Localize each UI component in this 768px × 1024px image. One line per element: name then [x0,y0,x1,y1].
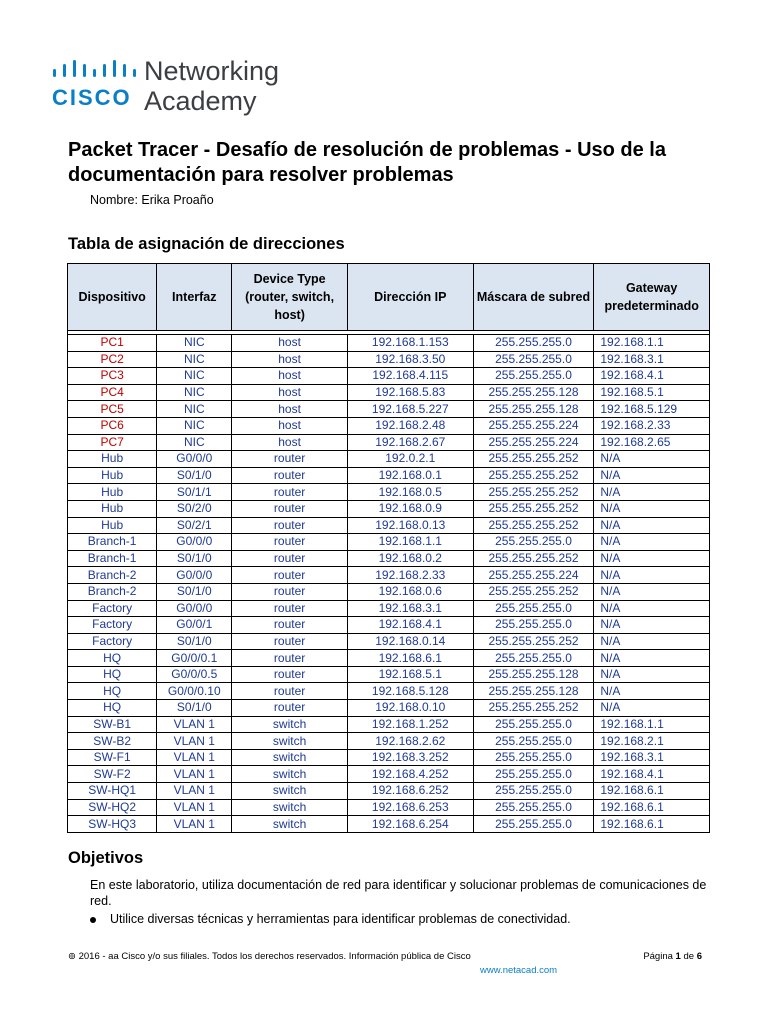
cell-ip-address: 192.168.2.67 [347,434,473,451]
cell-device: SW-F2 [68,766,157,783]
cell-device: PC1 [68,335,157,352]
cell-device-type: host [232,351,348,368]
cell-device-type: router [232,600,348,617]
cell-subnet-mask: 255.255.255.0 [473,766,594,783]
cell-default-gateway: 192.168.2.1 [594,733,710,750]
cell-device: SW-B1 [68,716,157,733]
cell-ip-address: 192.168.5.128 [347,683,473,700]
cell-device-type: router [232,517,348,534]
page-mid: de [680,951,697,962]
cell-default-gateway: N/A [594,583,710,600]
cell-device: HQ [68,700,157,717]
cell-device: PC5 [68,401,157,418]
cell-interface: VLAN 1 [157,816,232,833]
header-device: Dispositivo [68,264,157,331]
cell-interface: VLAN 1 [157,716,232,733]
cell-default-gateway: 192.168.5.1 [594,384,710,401]
cell-subnet-mask: 255.255.255.0 [473,600,594,617]
cell-interface: S0/1/0 [157,700,232,717]
cell-device: PC7 [68,434,157,451]
cell-subnet-mask: 255.255.255.252 [473,484,594,501]
cell-device: PC2 [68,351,157,368]
addressing-table [67,263,710,833]
cell-device-type: router [232,583,348,600]
cell-device-type: switch [232,749,348,766]
cell-default-gateway: N/A [594,683,710,700]
table-row [68,716,710,733]
cell-device: HQ [68,650,157,667]
cell-device-type: router [232,500,348,517]
cell-default-gateway: 192.168.6.1 [594,783,710,800]
cell-default-gateway: N/A [594,484,710,501]
cell-default-gateway: 192.168.5.129 [594,401,710,418]
cell-ip-address: 192.168.0.13 [347,517,473,534]
table-row [68,484,710,501]
table-row [68,666,710,683]
addressing-table-heading: Tabla de asignación de direcciones [68,235,345,253]
cell-interface: VLAN 1 [157,799,232,816]
cell-ip-address: 192.168.4.1 [347,617,473,634]
header-interface: Interfaz [157,264,232,331]
cell-ip-address: 192.168.0.2 [347,550,473,567]
table-row [68,567,710,584]
table-row [68,650,710,667]
cell-device-type: router [232,550,348,567]
table-row [68,384,710,401]
cell-device: Hub [68,484,157,501]
table-row [68,335,710,352]
cell-device-type: router [232,534,348,551]
header-subnet-mask: Máscara de subred [473,264,594,331]
table-row [68,534,710,551]
table-header-row [68,264,710,331]
cell-interface: NIC [157,401,232,418]
cell-interface: NIC [157,335,232,352]
cell-ip-address: 192.168.3.1 [347,600,473,617]
cell-default-gateway: N/A [594,534,710,551]
cell-ip-address: 192.168.0.10 [347,700,473,717]
cell-default-gateway: 192.168.6.1 [594,799,710,816]
cell-default-gateway: N/A [594,567,710,584]
cell-subnet-mask: 255.255.255.0 [473,733,594,750]
cell-subnet-mask: 255.255.255.0 [473,650,594,667]
student-name: Nombre: Erika Proaño [90,193,214,207]
table-row [68,401,710,418]
cell-device-type: router [232,666,348,683]
cell-ip-address: 192.168.1.1 [347,534,473,551]
cell-subnet-mask: 255.255.255.224 [473,434,594,451]
cell-ip-address: 192.168.6.1 [347,650,473,667]
table-row [68,633,710,650]
cell-default-gateway: N/A [594,666,710,683]
cell-device-type: switch [232,799,348,816]
cell-interface: G0/0/1 [157,617,232,634]
cell-subnet-mask: 255.255.255.252 [473,467,594,484]
cell-default-gateway: 192.168.1.1 [594,335,710,352]
cell-subnet-mask: 255.255.255.0 [473,617,594,634]
cell-device: SW-B2 [68,733,157,750]
cell-device: Factory [68,600,157,617]
cell-subnet-mask: 255.255.255.252 [473,500,594,517]
cell-interface: VLAN 1 [157,766,232,783]
cell-interface: S0/1/1 [157,484,232,501]
table-row [68,700,710,717]
objectives-heading: Objetivos [68,849,144,867]
cisco-networking-academy-logo [52,58,312,118]
cell-ip-address: 192.168.4.252 [347,766,473,783]
cell-device: Branch-1 [68,534,157,551]
cell-subnet-mask: 255.255.255.252 [473,517,594,534]
cell-device-type: router [232,683,348,700]
cell-interface: VLAN 1 [157,733,232,750]
cell-device: Branch-2 [68,583,157,600]
cell-device: Factory [68,633,157,650]
cell-subnet-mask: 255.255.255.0 [473,335,594,352]
table-row [68,451,710,468]
cell-default-gateway: N/A [594,633,710,650]
cell-subnet-mask: 255.255.255.0 [473,799,594,816]
table-row [68,517,710,534]
cell-default-gateway: N/A [594,700,710,717]
cell-device: Hub [68,500,157,517]
cell-ip-address: 192.168.6.253 [347,799,473,816]
cell-device-type: router [232,617,348,634]
cell-interface: NIC [157,368,232,385]
cell-default-gateway: N/A [594,600,710,617]
table-row [68,583,710,600]
logo-line2: Academy [144,86,257,116]
cell-device-type: router [232,467,348,484]
table-row [68,799,710,816]
bullet-text: Utilice diversas técnicas y herramientas para identificar problemas de conectividad. [110,912,571,926]
cell-interface: S0/2/0 [157,500,232,517]
cell-ip-address: 192.168.1.252 [347,716,473,733]
cell-subnet-mask: 255.255.255.252 [473,451,594,468]
cell-device-type: router [232,567,348,584]
cell-interface: G0/0/0.10 [157,683,232,700]
cell-device-type: host [232,434,348,451]
table-row [68,617,710,634]
objectives-bullet-item [90,912,571,926]
cell-ip-address: 192.0.2.1 [347,451,473,468]
bullet-icon [90,917,96,923]
cell-interface: S0/1/0 [157,583,232,600]
cell-device-type: switch [232,716,348,733]
cell-subnet-mask: 255.255.255.128 [473,384,594,401]
cell-ip-address: 192.168.6.252 [347,783,473,800]
header-default-gateway: Gateway predeterminado [594,264,710,331]
page-total: 6 [696,951,702,962]
cell-interface: VLAN 1 [157,783,232,800]
cell-ip-address: 192.168.3.50 [347,351,473,368]
cisco-bars-icon [52,60,142,82]
cell-device-type: host [232,368,348,385]
cell-device-type: router [232,633,348,650]
cell-device: SW-HQ2 [68,799,157,816]
cell-default-gateway: 192.168.4.1 [594,368,710,385]
cell-default-gateway: N/A [594,500,710,517]
footer-copyright: ⊚ 2016 - aa Cisco y/o sus filiales. Todos los derechos reservados. Información pública de Cisco [68,951,471,962]
cell-device: PC3 [68,368,157,385]
cell-device: SW-F1 [68,749,157,766]
logo-brand: CISCO [52,85,132,110]
cell-device-type: switch [232,733,348,750]
cell-ip-address: 192.168.4.115 [347,368,473,385]
cell-interface: NIC [157,351,232,368]
cell-device-type: switch [232,816,348,833]
cell-ip-address: 192.168.0.6 [347,583,473,600]
table-row [68,434,710,451]
cell-device: HQ [68,666,157,683]
cell-device: Hub [68,451,157,468]
cell-subnet-mask: 255.255.255.224 [473,417,594,434]
table-row [68,467,710,484]
cell-subnet-mask: 255.255.255.252 [473,633,594,650]
cell-ip-address: 192.168.5.1 [347,666,473,683]
cell-default-gateway: N/A [594,517,710,534]
cell-default-gateway: 192.168.4.1 [594,766,710,783]
cell-ip-address: 192.168.2.33 [347,567,473,584]
document-title: Packet Tracer - Desafío de resolución de problemas - Uso de la documentación para resolver problemas [68,139,666,186]
cell-ip-address: 192.168.0.5 [347,484,473,501]
cell-subnet-mask: 255.255.255.128 [473,683,594,700]
cell-device: PC4 [68,384,157,401]
table-row [68,749,710,766]
cell-interface: S0/2/1 [157,517,232,534]
cell-device: PC6 [68,417,157,434]
table-row [68,368,710,385]
cell-default-gateway: 192.168.2.65 [594,434,710,451]
cell-subnet-mask: 255.255.255.252 [473,700,594,717]
cell-device: Branch-2 [68,567,157,584]
cell-subnet-mask: 255.255.255.0 [473,749,594,766]
cell-device-type: switch [232,783,348,800]
cell-default-gateway: 192.168.1.1 [594,716,710,733]
cell-device-type: host [232,384,348,401]
cell-interface: G0/0/0 [157,534,232,551]
cell-interface: G0/0/0.1 [157,650,232,667]
cell-default-gateway: N/A [594,617,710,634]
footer-page-number [643,951,702,962]
cell-ip-address: 192.168.0.9 [347,500,473,517]
cell-device-type: router [232,484,348,501]
cell-interface: S0/1/0 [157,467,232,484]
cell-subnet-mask: 255.255.255.252 [473,583,594,600]
page-current: 1 [675,951,681,962]
cell-device-type: router [232,700,348,717]
table-row [68,600,710,617]
cell-subnet-mask: 255.255.255.0 [473,716,594,733]
table-row [68,816,710,833]
cell-default-gateway: 192.168.3.1 [594,749,710,766]
cell-interface: NIC [157,434,232,451]
cell-device: Factory [68,617,157,634]
cell-default-gateway: 192.168.2.33 [594,417,710,434]
cell-device: SW-HQ1 [68,783,157,800]
cell-device-type: router [232,451,348,468]
cell-device: Hub [68,467,157,484]
table-row [68,683,710,700]
table-row [68,766,710,783]
cell-subnet-mask: 255.255.255.128 [473,666,594,683]
cell-device: Branch-1 [68,550,157,567]
cell-ip-address: 192.168.0.14 [347,633,473,650]
table-row [68,783,710,800]
cell-ip-address: 192.168.3.252 [347,749,473,766]
header-device-type: Device Type (router, switch, host) [232,264,348,331]
cell-interface: G0/0/0.5 [157,666,232,683]
cell-device-type: switch [232,766,348,783]
cell-device: HQ [68,683,157,700]
cell-interface: S0/1/0 [157,633,232,650]
cell-subnet-mask: 255.255.255.252 [473,550,594,567]
cell-interface: S0/1/0 [157,550,232,567]
cell-subnet-mask: 255.255.255.0 [473,816,594,833]
footer-url-link[interactable]: www.netacad.com [480,965,558,976]
cell-ip-address: 192.168.6.254 [347,816,473,833]
table-row [68,351,710,368]
logo-line1: Networking [144,56,280,86]
cell-interface: VLAN 1 [157,749,232,766]
cell-device-type: router [232,650,348,667]
cell-default-gateway: N/A [594,550,710,567]
table-row [68,550,710,567]
table-body [68,331,710,833]
cell-default-gateway: N/A [594,650,710,667]
cell-ip-address: 192.168.5.227 [347,401,473,418]
cell-ip-address: 192.168.2.48 [347,417,473,434]
cell-interface: G0/0/0 [157,600,232,617]
cell-subnet-mask: 255.255.255.0 [473,534,594,551]
cell-interface: G0/0/0 [157,567,232,584]
cell-subnet-mask: 255.255.255.224 [473,567,594,584]
cell-device: Hub [68,517,157,534]
table-row [68,500,710,517]
cell-ip-address: 192.168.0.1 [347,467,473,484]
objectives-paragraph: En este laboratorio, utiliza documentación de red para identificar y solucionar problemas de comunicaciones de red. [90,878,707,908]
table-row [68,733,710,750]
cell-subnet-mask: 255.255.255.0 [473,368,594,385]
cell-subnet-mask: 255.255.255.0 [473,783,594,800]
cell-default-gateway: 192.168.3.1 [594,351,710,368]
cell-default-gateway: 192.168.6.1 [594,816,710,833]
table-row [68,417,710,434]
cell-default-gateway: N/A [594,467,710,484]
cell-ip-address: 192.168.2.62 [347,733,473,750]
header-ip-address: Dirección IP [347,264,473,331]
cell-interface: G0/0/0 [157,451,232,468]
cell-interface: NIC [157,384,232,401]
cell-device-type: host [232,335,348,352]
cell-subnet-mask: 255.255.255.128 [473,401,594,418]
cell-device-type: host [232,401,348,418]
cell-device-type: host [232,417,348,434]
cell-subnet-mask: 255.255.255.0 [473,351,594,368]
cell-default-gateway: N/A [594,451,710,468]
cell-ip-address: 192.168.5.83 [347,384,473,401]
cell-ip-address: 192.168.1.153 [347,335,473,352]
page-prefix: Página [643,951,676,962]
cell-device: SW-HQ3 [68,816,157,833]
cell-interface: NIC [157,417,232,434]
